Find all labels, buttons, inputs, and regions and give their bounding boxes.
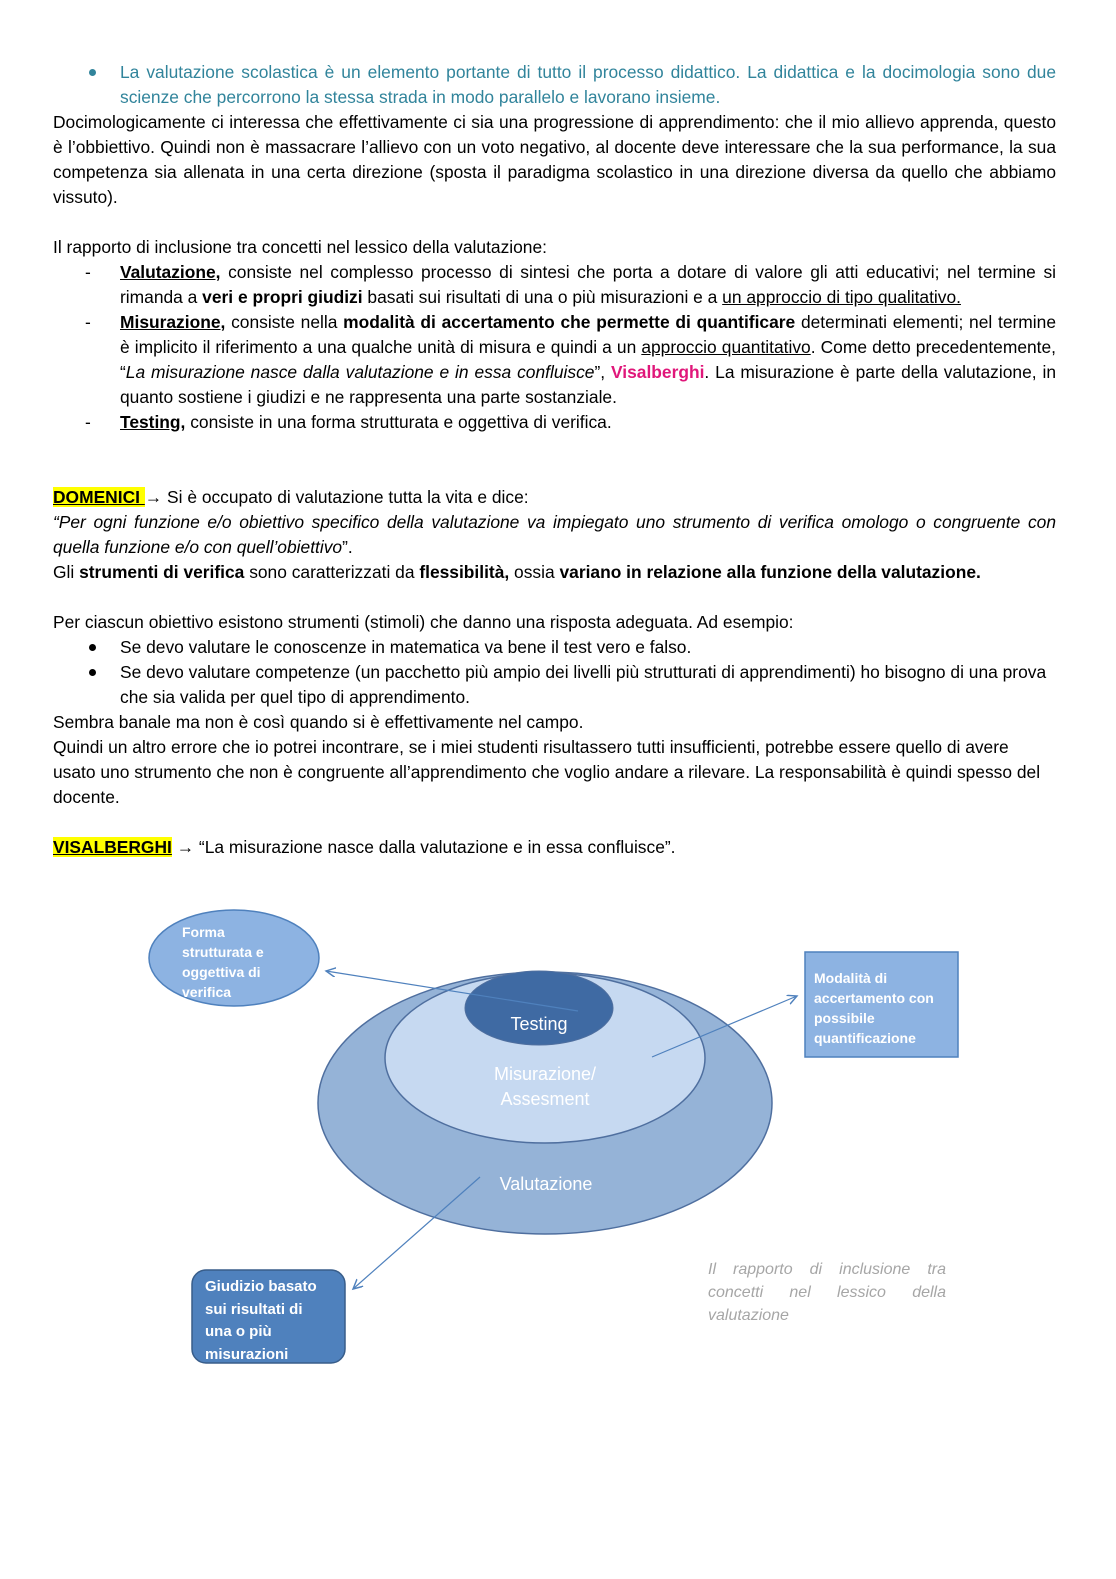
list-item-conoscenze: Se devo valutare le conoscenze in matematica va bene il test vero e falso. (53, 635, 1056, 660)
label-misurazione: Misurazione/ Assesment (493, 1064, 597, 1109)
esempi-intro: Per ciascun obiettivo esistono strumenti (stimoli) che danno una risposta adeguata. Ad esempio: (53, 612, 794, 632)
bullet-dot-icon (89, 644, 96, 651)
giudizio-text: Giudizio basato sui risultati di una o più misurazioni (205, 1278, 317, 1363)
highlight-domenici: DOMENICI (53, 487, 145, 507)
author-visalberghi: Visalberghi (610, 362, 705, 382)
paragraph-docimologia: Docimologicamente ci interessa che effettivamente ci sia una progressione di apprendimento: che il mio allievo apprenda, questo è l’obbiettivo. Quindi non è massacrare l’allievo con un voto negativo, al docente deve interessare che la sua performance, la sua competenza sia allenata in una certa direzione (sposta il paradigma scolastico in una direzione diversa da quello che abbiamo vissuto). (53, 112, 1056, 207)
text-body (53, 60, 1056, 860)
bullet-dot-icon (89, 69, 96, 76)
arrow-right-icon: → (176, 837, 195, 857)
forma-text: Forma strutturata e oggettiva di verifica (182, 924, 264, 1000)
intro-bullet-text: La valutazione scolastica è un elemento portante di tutto il processo didattico. La didattica e la docimologia sono due scienze che percorrono la stessa strada in modo parallelo e lavorano insieme. (120, 62, 1056, 107)
term-valutazione: Valutazione, (120, 262, 221, 282)
rapporto-heading: Il rapporto di inclusione tra concetti nel lessico della valutazione: (53, 237, 547, 257)
label-valutazione: Valutazione (499, 1174, 593, 1194)
bullet-dot-icon (89, 669, 96, 676)
dash-marker: - (85, 312, 91, 332)
diagram-caption: Il rapporto di inclusione tra concetti nel lessico della valutazione (708, 1261, 946, 1324)
highlight-visalberghi: VISALBERGHI (53, 837, 172, 857)
visalberghi-heading: VISALBERGHI → “La misurazione nasce dalla valutazione e in essa confluisce”. (53, 837, 676, 857)
paragraph-banale: Sembra banale ma non è così quando si è effettivamente nel campo. (53, 712, 584, 732)
arrow-right-icon: → (144, 487, 163, 507)
strumenti-paragraph: Gli strumenti di verifica sono caratterizzati da flessibilità, ossia variano in relazione alla funzione della valutazione. (53, 562, 981, 582)
label-testing: Testing (510, 1014, 568, 1034)
domenici-heading: DOMENICI → Si è occupato di valutazione tutta la vita e dice: (53, 487, 529, 507)
paragraph-errore: Quindi un altro errore che io potrei incontrare, se i miei studenti risultassero tutti insufficienti, potrebbe essere quello di avere usato uno strumento che non è congruente all’apprendimento che voglio andare a rilevare. La responsabilità è quindi spesso del docente. (53, 737, 1041, 807)
term-misurazione: Misurazione, (120, 312, 226, 332)
list-item-competenze: Se devo valutare competenze (un pacchetto più ampio dei livelli più strutturati di apprendimenti) ho bisogno di una prova che sia valida per quel tipo di apprendimento. (53, 660, 1056, 710)
term-testing: Testing, (120, 412, 186, 432)
list-item-testing: - Testing, consiste in una forma strutturata e oggettiva di verifica. (53, 410, 1056, 435)
modalita-text: Modalità di accertamento con possibile quantificazione (814, 970, 934, 1046)
dash-marker: - (85, 412, 91, 432)
list-item-valutazione: - Valutazione, consiste nel complesso processo di sintesi che porta a dotare di valore gli atti educativi; nel termine si rimanda a veri e propri giudizi basati sui risultati di una o più misurazioni e a un approccio di tipo qualitativo. (85, 262, 1056, 307)
list-item-misurazione: - Misurazione, consiste nella modalità di accertamento che permette di quantificare determinati elementi; nel termine è implicito il riferimento a una qualche unità di misura e quindi a un approccio quantitativo. Come detto precedentemente, “La misurazione nasce dalla valutazione e in essa confluisce”, Visalberghi. La misurazione è parte della valutazione, in quanto sostiene i giudizi e ne rappresenta una parte sostanziale. (85, 312, 1057, 407)
intro-bullet (53, 60, 1056, 110)
dash-marker: - (85, 262, 91, 282)
inclusion-diagram (0, 880, 1116, 1380)
domenici-quote: “Per ogni funzione e/o obiettivo specifico della valutazione va impiegato uno strumento di verifica omologo o congruente con quella funzione e/o con quell’obiettivo”. (53, 512, 1056, 557)
